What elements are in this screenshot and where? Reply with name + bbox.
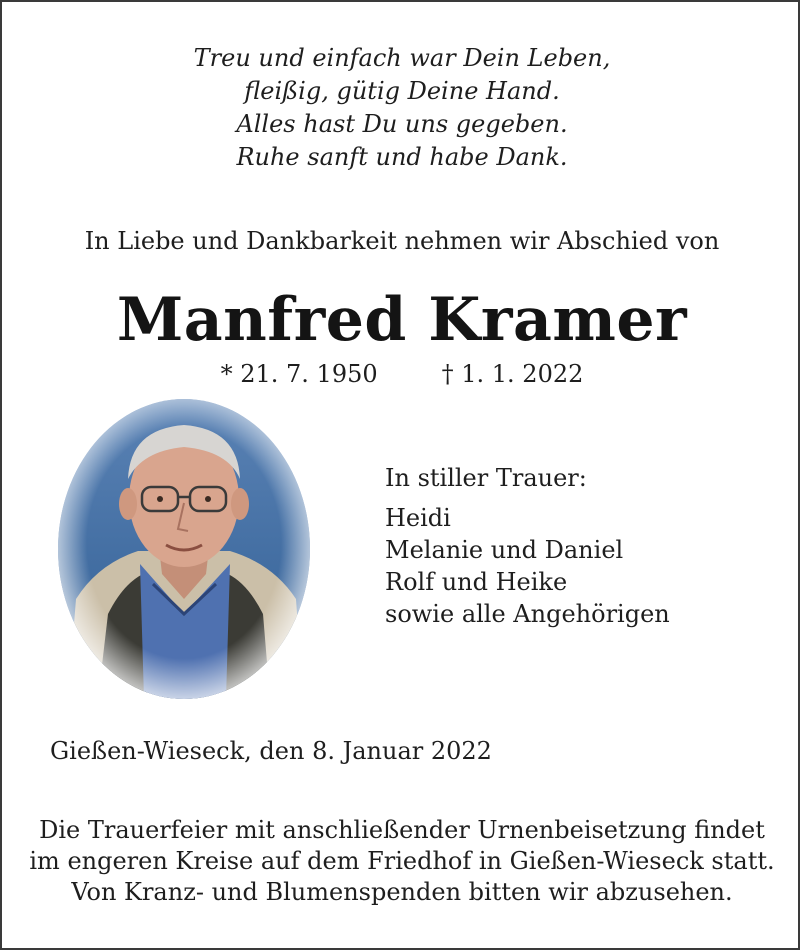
- funeral-notice: [2, 815, 800, 908]
- mourners-list: [385, 462, 670, 630]
- mourner-name: Melanie und Daniel: [385, 536, 624, 564]
- birth-date: * 21. 7. 1950: [220, 360, 378, 388]
- intro-text: In Liebe und Dankbarkeit nehmen wir Abschied von: [84, 227, 720, 255]
- place-and-date: Gießen-Wieseck, den 8. Januar 2022: [50, 737, 492, 765]
- poem: [2, 42, 800, 174]
- notice-line: Die Trauerfeier mit anschließender Urnenbeisetzung findet: [39, 816, 765, 844]
- death-date: † 1. 1. 2022: [441, 360, 584, 388]
- poem-line: fleißig, gütig Deine Hand.: [244, 77, 560, 105]
- poem-line: Treu und einfach war Dein Leben,: [193, 44, 611, 72]
- mourners-heading: In stiller Trauer:: [385, 464, 587, 492]
- mourner-name: Heidi: [385, 504, 451, 532]
- notice-line: Von Kranz- und Blumenspenden bitten wir abzusehen.: [71, 878, 733, 906]
- mourner-name: Rolf und Heike: [385, 568, 568, 596]
- portrait-photo: [58, 399, 310, 699]
- poem-line: Ruhe sanft und habe Dank.: [236, 143, 568, 171]
- poem-line: Alles hast Du uns gegeben.: [236, 110, 568, 138]
- mourner-name: sowie alle Angehörigen: [385, 600, 670, 628]
- deceased-name: Manfred Kramer: [116, 285, 688, 355]
- life-dates: [2, 360, 800, 388]
- notice-line: im engeren Kreise auf dem Friedhof in Gießen-Wieseck statt.: [29, 847, 775, 875]
